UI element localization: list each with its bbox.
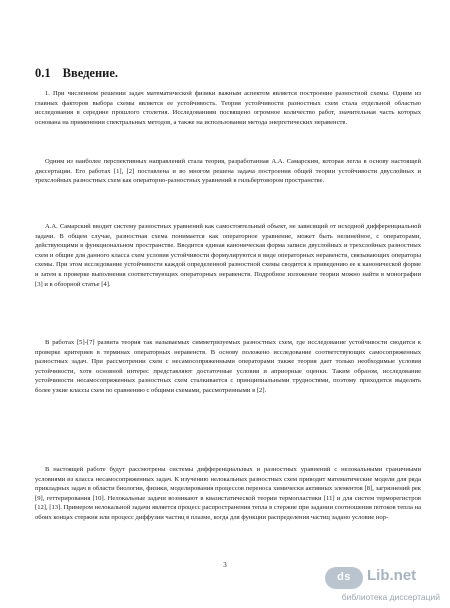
section-title: Введение. (62, 66, 119, 80)
paragraph-3: А.А. Самарский вводит систему разностных уравнений как самостоятельный объект, не зависящий от исходной дифференциальной задачи. В общем случае, разностная схема понимается как операторное уравнение, может быть нелинейное, с операторами, действующими в функциональном пространстве. Вводится единая каноническая форма записи двуслойных и трехслойных разностных схем и общие для данного класса схем условия устойчивости формулируются в виде операторных неравенств, связывающих операторы схемы. При этом исследование устойчивости каждой определенной разностной схемы сводится к приведению ее к канонической форме и затем к проверке выполнения соответствующих операторных неравенств. Подробное изложение теории можно найти в монографии [3] и в обзорной статье [4]. (35, 223, 421, 288)
paragraph-5: В настоящей работе будут рассмотрены системы дифференциальных и разностных уравнений с нелокальными граничными условиями из класса несамосопряженных задач. К изучению нелокальных разностных схем приводит математические модели для ряда прикладных задач в области биологии, физики, моделирования процессов переноса химически активных элементов [8], загрязнений рек [9], геттерирования [10]. Нелокальные задачи возникают в квазистатической теории термопластики [11] и для систем терморегистров [12], [13]. Примером нелокальной задачи является процесс распространения тепла в стержне при задании соотношения потоков тепла на обоих концах стержня или процесс диффузии частиц в плазме, когда для функции распределения частиц задано условие нор- (35, 466, 421, 521)
section-heading (35, 66, 118, 81)
watermark-badge-text: ds (337, 571, 351, 583)
section-number: 0.1 (35, 66, 51, 80)
watermark-subtitle: библиотека диссертаций (341, 592, 440, 602)
paragraph-1: 1. При численном решении задач математической физики важным аспектом является построение разностной схемы. Одним из главных факторов выбора схемы является ее устойчивость. Теория устойчивости разностных схем стала отдельной областью исследования в середине прошлого столетия. Исследованиям посвящено огромное количество работ, значительная часть которых основана на применении спектральных методов, а также на использовании метода энергетических неравенств. (35, 90, 421, 126)
page-number: 3 (223, 561, 227, 569)
dslib-watermark (325, 565, 440, 603)
watermark-domain: Lib.net (367, 567, 417, 584)
watermark-badge (325, 567, 363, 589)
paragraph-4: В работах [5]-[7] развита теория так называемых симметризуемых разностных схем, где исследование устойчивости сводится к проверке критериев в терминах операторных неравенств. В основу положено исследование соответствующих самосопряженных разностных задач. При рассмотрении схем с несамосопряженными операторами также теория дает только необходимые условия устойчивости, хотя основной интерес представляют достаточные условия и априорные оценки. Таким образом, исследование устойчивости несамосопряженных разностных схем сталкивается с принципиальными трудностями, поэтому приходится выделять более узкие классы схем по сравнению с общими схемами, рассмотренными в [2]. (35, 339, 421, 394)
paragraph-2: Одним из наиболее перспективных направлений стала теория, разработанная А.А. Самарским, которая легла в основу настоящей диссертации. Его работах [1], [2] поставлена и во многом решена задача построения общей теории устойчивости двуслойных и трехслойных разностных схем как операторно-разностных уравнений в гильбертовором пространстве. (35, 158, 421, 185)
